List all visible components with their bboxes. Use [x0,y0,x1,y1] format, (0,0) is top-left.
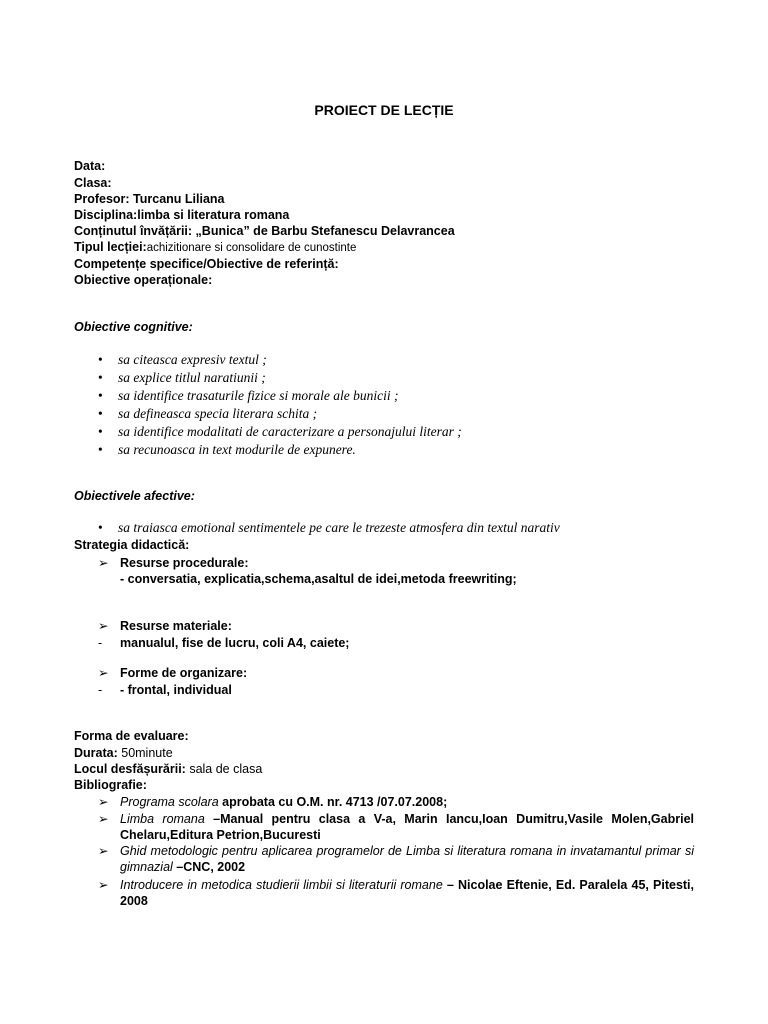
obiective-operationale-label: Obiective operaționale: [74,273,213,287]
list-item: • sa explice titlul naratiunii ; [98,370,266,385]
continut-line [74,223,455,239]
data-label: Data: [74,159,106,173]
arrow-bullet-icon: ➢ [98,844,109,858]
arrow-bullet-icon: ➢ [98,619,109,633]
page-title: PROIECT DE LECȚIE [314,102,454,118]
tipul-line [74,239,356,256]
list-item: • sa citeasca expresiv textul ; [98,352,267,367]
locul-value: sala de clasa [185,762,263,776]
locul-line [74,761,262,777]
bibliography-item: ➢ Limba romana –Manual pentru clasa a V-a, Marin Iancu,Ioan Dumitru,Vasile Molen,Gabriel Chelaru,Editura Petrion,Bucuresti [98,812,695,842]
resurse-procedurale-value: - conversatia, explicatia,schema,asaltul de idei,metoda freewriting; [120,572,517,586]
arrow-bullet-icon: ➢ [98,878,109,892]
disciplina-line [74,207,289,223]
forma-evaluare-label: Forma de evaluare: [74,729,189,743]
durata-label: Durata: [74,746,118,760]
forme-organizare-value: - - frontal, individual [98,683,232,697]
profesor-label: Profesor: [74,192,130,206]
durata-value: 50minute [117,746,173,760]
arrow-bullet-icon: ➢ [98,666,109,680]
tipul-value: achizitionare si consolidare de cunostinte [146,242,357,254]
profesor-line [74,191,225,207]
continut-value: „Bunica” de Barbu Stefanescu Delavrancea [192,224,455,238]
competente-label: Competențe specifice/Obiective de referință: [74,257,339,271]
strategia-label: Strategia didactică: [74,538,190,552]
cognitive-heading: Obiective cognitive: [74,320,193,334]
list-item: • sa traiasca emotional sentimentele pe care le trezeste atmosfera din textul narativ [98,520,560,535]
list-item: • sa identifice trasaturile fizice si morale ale bunicii ; [98,388,399,403]
list-item: • sa recunoasca in text modurile de expunere. [98,442,356,457]
arrow-bullet-icon: ➢ [98,812,109,826]
profesor-value: Turcanu Liliana [129,192,225,206]
bibliography-item: ➢ Programa scolara aprobata cu O.M. nr. 4713 /07.07.2008; [98,795,448,809]
arrow-bullet-icon: ➢ [98,795,109,809]
disciplina-label: Disciplina: [74,208,138,222]
list-item: • sa identifice modalitati de caracterizare a personajului literar ; [98,424,462,439]
bibliography-item: ➢ Introducere in metodica studierii limbii si literaturii romane – Nicolae Eftenie, Ed. Paralela 45, Pitesti, 2008 [98,878,695,908]
afective-heading: Obiectivele afective: [74,489,195,503]
bibliography-item: ➢ Ghid metodologic pentru aplicarea programelor de Limba si literatura romana in invatamantul primar si gimnazial –CNC, 2002 [98,844,694,874]
disciplina-value: limba si literatura romana [137,208,290,222]
arrow-bullet-icon: ➢ [98,556,109,570]
clasa-label: Clasa: [74,176,112,190]
bibliografie-label: Bibliografie: [74,778,147,792]
resurse-procedurale-label: ➢ Resurse procedurale: [98,556,249,570]
locul-label: Locul desfășurării: [74,762,186,776]
resurse-materiale-label: ➢ Resurse materiale: [98,619,232,633]
forme-organizare-label: ➢ Forme de organizare: [98,666,248,680]
resurse-materiale-value: - manualul, fise de lucru, coli A4, caiete; [98,636,350,650]
continut-label: Conținutul învățării: [74,224,193,238]
tipul-label: Tipul lecției: [74,240,147,254]
list-item: • sa defineasca specia literara schita ; [98,406,318,421]
durata-line [74,745,173,761]
